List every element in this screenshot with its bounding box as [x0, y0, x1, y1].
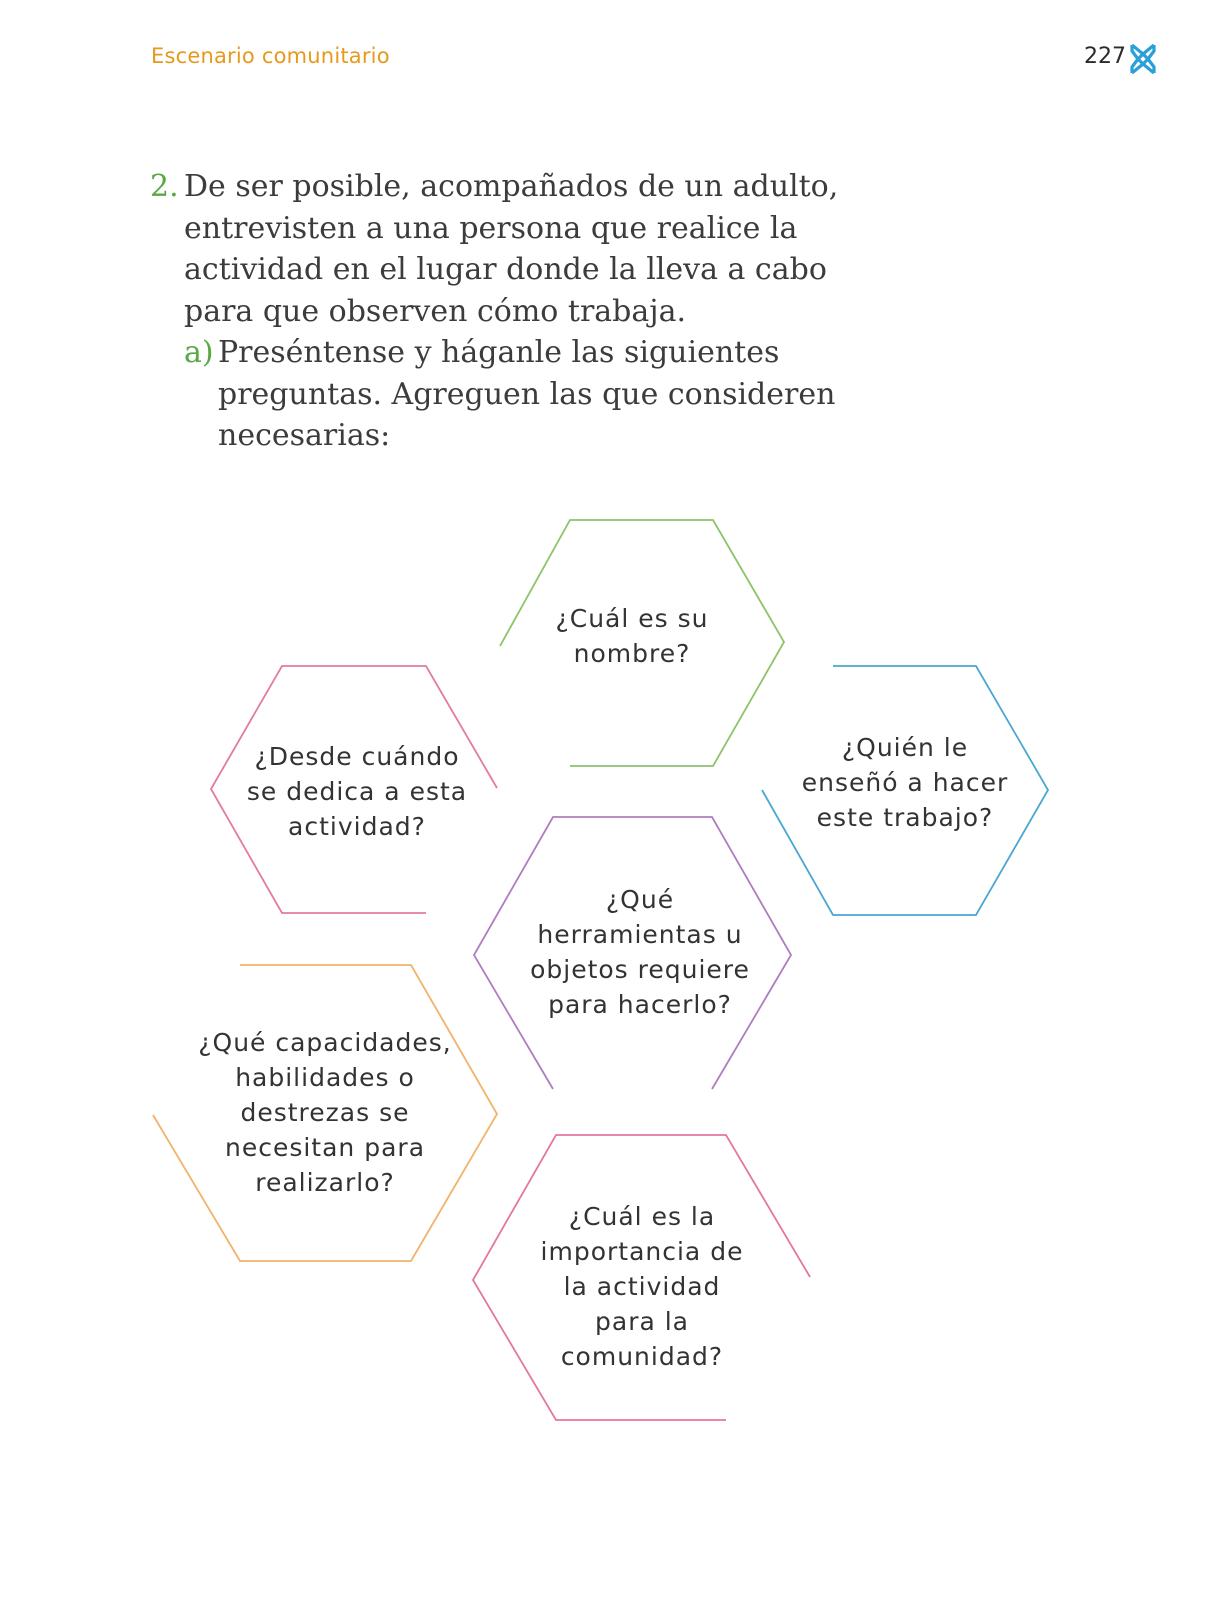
question-name: ¿Cuál es su nombre?: [555, 604, 709, 668]
substep-letter: a): [184, 335, 214, 370]
question-who-taught: ¿Quién le enseñó a hacer este trabajo?: [801, 733, 1009, 832]
step-number: 2.: [150, 169, 179, 204]
question-abilities: ¿Qué capacidades, habilidades o destrezas se necesitan para realizarlo?: [198, 1028, 452, 1197]
substep-text: Preséntense y háganle las siguientes preguntas. Agreguen las que consideren necesarias:: [218, 335, 836, 453]
section-title: Escenario comunitario: [151, 44, 390, 68]
question-tools: ¿Qué herramientas u objetos requiere para hacerlo?: [530, 885, 750, 1019]
page-number: 227: [1084, 44, 1126, 69]
question-importance: ¿Cuál es la importancia de la actividad para la comunidad?: [540, 1202, 744, 1371]
question-since-when: ¿Desde cuándo se dedica a esta actividad?: [246, 742, 468, 841]
step-text: De ser posible, acompañados de un adulto, entrevisten a una persona que realice la actividad en el lugar donde la lleva a cabo para que observen cómo trabaja.: [184, 169, 839, 329]
